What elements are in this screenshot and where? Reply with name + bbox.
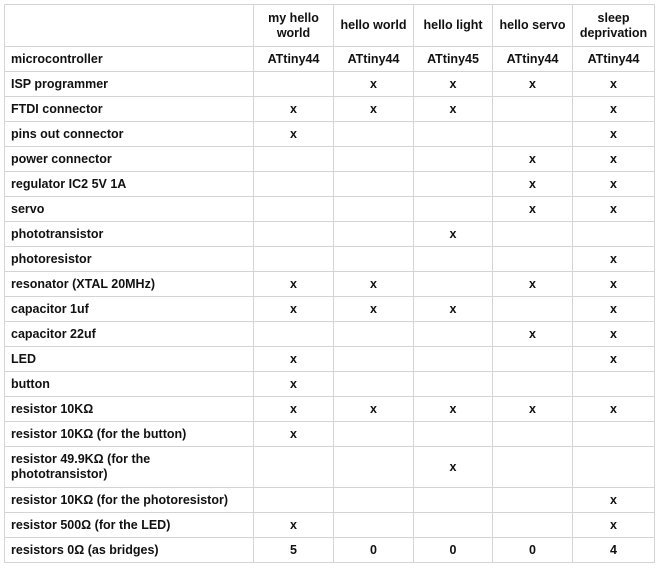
- table-cell: x: [334, 72, 414, 97]
- table-cell: x: [573, 488, 655, 513]
- table-row: [5, 447, 655, 488]
- table-cell: 0: [334, 538, 414, 563]
- table-cell: [334, 422, 414, 447]
- table-cell: [493, 513, 573, 538]
- header-my-hello-world: my hello world: [254, 5, 334, 47]
- header-cell-empty: [5, 5, 254, 47]
- table-cell: ATtiny45: [414, 47, 493, 72]
- table-cell: x: [573, 272, 655, 297]
- row-label: LED: [5, 347, 254, 372]
- table-cell: ATtiny44: [573, 47, 655, 72]
- table-cell: [493, 488, 573, 513]
- table-cell: [414, 347, 493, 372]
- table-cell: x: [493, 322, 573, 347]
- table-cell: x: [254, 372, 334, 397]
- table-row: [5, 147, 655, 172]
- table-row: [5, 247, 655, 272]
- table-cell: 0: [414, 538, 493, 563]
- row-label: resistor 500Ω (for the LED): [5, 513, 254, 538]
- header-hello-world: hello world: [334, 5, 414, 47]
- table-cell: [414, 513, 493, 538]
- table-row: [5, 172, 655, 197]
- row-label: servo: [5, 197, 254, 222]
- table-cell: [254, 322, 334, 347]
- table-cell: [254, 488, 334, 513]
- table-row: [5, 488, 655, 513]
- table-cell: x: [493, 72, 573, 97]
- table-cell: [414, 247, 493, 272]
- table-row: [5, 513, 655, 538]
- table-cell: x: [573, 172, 655, 197]
- table-cell: ATtiny44: [493, 47, 573, 72]
- table-cell: x: [573, 197, 655, 222]
- table-row: [5, 397, 655, 422]
- table-cell: [573, 422, 655, 447]
- row-label: power connector: [5, 147, 254, 172]
- table-cell: [493, 347, 573, 372]
- table-cell: [414, 147, 493, 172]
- table-cell: x: [254, 297, 334, 322]
- table-cell: x: [414, 72, 493, 97]
- row-label: pins out connector: [5, 122, 254, 147]
- row-label: resistor 49.9KΩ (for the phototransistor): [5, 447, 254, 488]
- table-cell: x: [414, 397, 493, 422]
- row-label: FTDI connector: [5, 97, 254, 122]
- row-label: photoresistor: [5, 247, 254, 272]
- table-row: [5, 47, 655, 72]
- table-cell: x: [493, 197, 573, 222]
- table-cell: [493, 122, 573, 147]
- table-cell: x: [573, 247, 655, 272]
- table-cell: [254, 222, 334, 247]
- table-cell: 0: [493, 538, 573, 563]
- table-row: [5, 97, 655, 122]
- table-cell: x: [254, 397, 334, 422]
- table-cell: [414, 272, 493, 297]
- table-cell: [493, 422, 573, 447]
- table-cell: x: [573, 72, 655, 97]
- table-cell: 5: [254, 538, 334, 563]
- table-cell: [334, 488, 414, 513]
- table-row: [5, 422, 655, 447]
- header-sleep-deprivation: sleep deprivation: [573, 5, 655, 47]
- table-cell: [493, 247, 573, 272]
- table-cell: x: [254, 272, 334, 297]
- table-row: [5, 72, 655, 97]
- table-cell: [493, 97, 573, 122]
- table-row: [5, 197, 655, 222]
- table-cell: x: [254, 347, 334, 372]
- table-cell: ATtiny44: [254, 47, 334, 72]
- table-row: [5, 538, 655, 563]
- table-cell: [573, 222, 655, 247]
- table-cell: x: [254, 513, 334, 538]
- table-cell: [334, 172, 414, 197]
- table-cell: x: [254, 97, 334, 122]
- table-cell: x: [493, 172, 573, 197]
- row-label: button: [5, 372, 254, 397]
- header-row: [5, 5, 655, 47]
- table-cell: [254, 147, 334, 172]
- row-label: phototransistor: [5, 222, 254, 247]
- table-cell: [414, 372, 493, 397]
- table-cell: [414, 488, 493, 513]
- table-cell: x: [334, 97, 414, 122]
- table-cell: [334, 347, 414, 372]
- table-cell: 4: [573, 538, 655, 563]
- table-cell: [414, 422, 493, 447]
- table-cell: [414, 122, 493, 147]
- table-cell: [334, 447, 414, 488]
- table-cell: x: [414, 97, 493, 122]
- table-cell: x: [414, 447, 493, 488]
- table-cell: [254, 247, 334, 272]
- row-label: resistor 10KΩ: [5, 397, 254, 422]
- table-cell: x: [573, 513, 655, 538]
- table-cell: [493, 447, 573, 488]
- table-cell: [334, 197, 414, 222]
- table-cell: ATtiny44: [334, 47, 414, 72]
- table-cell: x: [573, 322, 655, 347]
- table-cell: [334, 122, 414, 147]
- table-cell: [334, 147, 414, 172]
- table-row: [5, 272, 655, 297]
- table-cell: [334, 372, 414, 397]
- table-cell: [334, 322, 414, 347]
- row-label: microcontroller: [5, 47, 254, 72]
- table-cell: x: [493, 397, 573, 422]
- table-row: [5, 222, 655, 247]
- table-cell: x: [493, 272, 573, 297]
- table-cell: x: [254, 422, 334, 447]
- table-row: [5, 322, 655, 347]
- row-label: resistor 10KΩ (for the button): [5, 422, 254, 447]
- table-cell: x: [573, 147, 655, 172]
- table-cell: [493, 372, 573, 397]
- row-label: resonator (XTAL 20MHz): [5, 272, 254, 297]
- table-cell: [573, 447, 655, 488]
- row-label: resistors 0Ω (as bridges): [5, 538, 254, 563]
- table-row: [5, 372, 655, 397]
- table-cell: [254, 72, 334, 97]
- row-label: regulator IC2 5V 1A: [5, 172, 254, 197]
- table-cell: x: [493, 147, 573, 172]
- table-cell: x: [334, 397, 414, 422]
- table-cell: [414, 172, 493, 197]
- table-row: [5, 347, 655, 372]
- table-cell: x: [334, 297, 414, 322]
- table-cell: [334, 222, 414, 247]
- header-hello-light: hello light: [414, 5, 493, 47]
- row-label: capacitor 22uf: [5, 322, 254, 347]
- table-cell: x: [573, 297, 655, 322]
- table-cell: [414, 322, 493, 347]
- table-cell: x: [334, 272, 414, 297]
- table-cell: [334, 247, 414, 272]
- header-hello-servo: hello servo: [493, 5, 573, 47]
- table-cell: [493, 297, 573, 322]
- row-label: ISP programmer: [5, 72, 254, 97]
- table-cell: x: [573, 397, 655, 422]
- table-cell: x: [254, 122, 334, 147]
- table-cell: x: [414, 297, 493, 322]
- table-cell: x: [573, 347, 655, 372]
- table-cell: x: [573, 97, 655, 122]
- table-cell: x: [414, 222, 493, 247]
- row-label: resistor 10KΩ (for the photoresistor): [5, 488, 254, 513]
- table-cell: [573, 372, 655, 397]
- table-cell: [414, 197, 493, 222]
- component-comparison-table: [4, 4, 655, 563]
- table-cell: [254, 447, 334, 488]
- table-row: [5, 122, 655, 147]
- row-label: capacitor 1uf: [5, 297, 254, 322]
- table-cell: [254, 197, 334, 222]
- table-cell: [493, 222, 573, 247]
- table-row: [5, 297, 655, 322]
- table-cell: [254, 172, 334, 197]
- table-cell: x: [573, 122, 655, 147]
- table-cell: [334, 513, 414, 538]
